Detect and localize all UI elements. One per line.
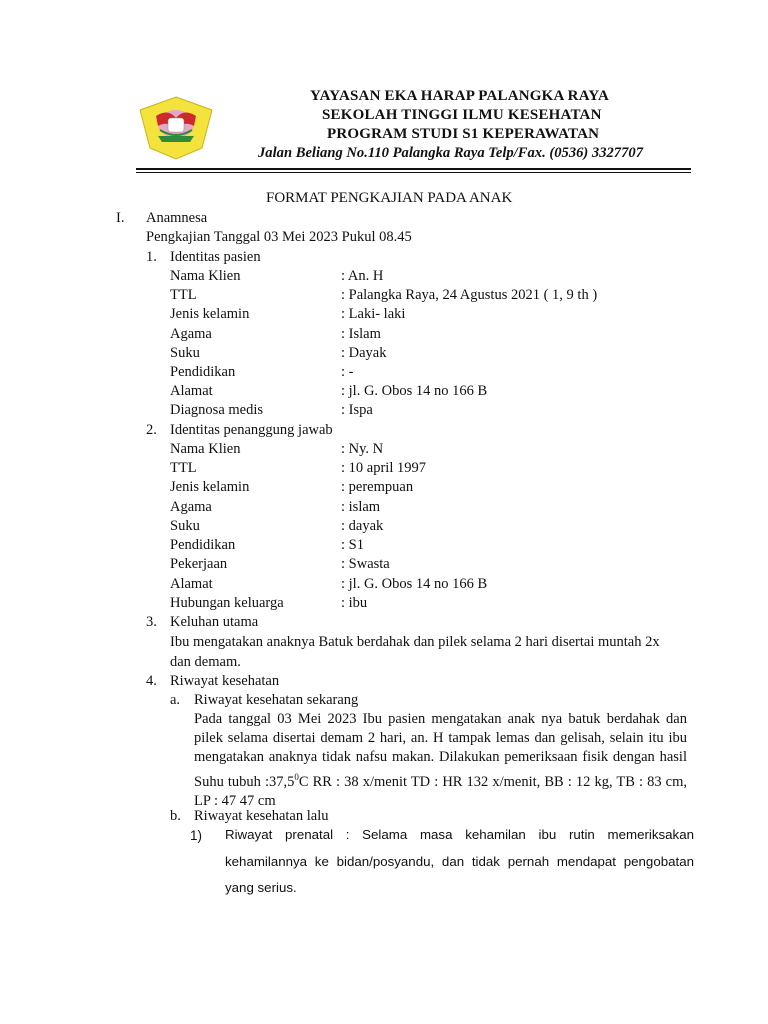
item-label: Identitas penanggung jawab [170, 422, 333, 438]
item-number: 4. [146, 673, 157, 689]
field-value: : ibu [341, 595, 368, 611]
field-key: Pendidikan [170, 364, 236, 380]
document-title: FORMAT PENGKAJIAN PADA ANAK [266, 190, 513, 206]
field-key: Pekerjaan [170, 556, 228, 572]
field-value: : Dayak [341, 345, 387, 361]
section-number: I. [116, 210, 125, 226]
field-key: Agama [170, 499, 212, 515]
field-key: Nama Klien [170, 268, 241, 284]
field-key: Suku [170, 518, 200, 534]
subitem-letter: a. [170, 692, 181, 708]
item-label: Riwayat kesehatan [170, 673, 280, 689]
subitem-letter: b. [170, 808, 181, 824]
item-label: Identitas pasien [170, 249, 261, 265]
field-value: : jl. G. Obos 14 no 166 B [341, 576, 488, 592]
complaint-text: dan demam. [170, 654, 241, 670]
field-value: : Palangka Raya, 24 Agustus 2021 ( 1, 9 th ) [341, 287, 598, 303]
field-value: : Ispa [341, 402, 373, 418]
section-label: Anamnesa [146, 210, 208, 226]
item-number: 3. [146, 614, 157, 630]
field-value: : Islam [341, 326, 381, 342]
field-value: : islam [341, 499, 381, 515]
field-key: TTL [170, 460, 197, 476]
degree-superscript: 0 [294, 771, 299, 782]
header-rule-thick [136, 168, 691, 170]
header-program: PROGRAM STUDI S1 KEPERAWATAN [327, 126, 600, 142]
header-school: SEKOLAH TINGGI ILMU KESEHATAN [322, 107, 602, 123]
institution-logo [138, 96, 214, 160]
current-history-paragraph [194, 710, 687, 811]
field-key: TTL [170, 287, 197, 303]
field-key: Agama [170, 326, 212, 342]
field-value: : jl. G. Obos 14 no 166 B [341, 383, 488, 399]
field-value: : 10 april 1997 [341, 460, 426, 476]
header-address: Jalan Beliang No.110 Palangka Raya Telp/Fax. (0536) 3327707 [258, 145, 643, 161]
subitem-label: Riwayat kesehatan lalu [194, 808, 329, 824]
field-key: Nama Klien [170, 441, 241, 457]
field-key: Suku [170, 345, 200, 361]
field-value: : Laki- laki [341, 306, 406, 322]
field-key: Jenis kelamin [170, 306, 250, 322]
prenatal-history-paragraph: Riwayat prenatal : Selama masa kehamilan ibu rutin memeriksakan kehamilannya ke bidan/posyandu, dan tidak pernah mendapat pengobatan yang serius. [225, 827, 694, 895]
field-value: : Ny. N [341, 441, 384, 457]
field-key: Diagnosa medis [170, 402, 264, 418]
subsubitem-number: 1) [190, 828, 203, 843]
field-value: : S1 [341, 537, 364, 553]
field-value: : perempuan [341, 479, 414, 495]
history-text-part1: Pada tanggal 03 Mei 2023 Ibu pasien mengatakan anak nya batuk berdahak dan pilek selama disertai demam 2 hari, an. H tampak lemas dan gelisah, selain itu ibu mengatakan anaknya tidak nafsu makan. Dilakukan pemeriksaan fisik dengan hasil Suhu tubuh :37,5 [194, 711, 687, 790]
field-key: Jenis kelamin [170, 479, 250, 495]
field-value: : Swasta [341, 556, 390, 572]
item-label: Keluhan utama [170, 614, 259, 630]
field-key: Alamat [170, 383, 213, 399]
field-key: Alamat [170, 576, 213, 592]
field-value: : - [341, 364, 354, 380]
field-key: Pendidikan [170, 537, 236, 553]
complaint-text: Ibu mengatakan anaknya Batuk berdahak dan pilek selama 2 hari disertai muntah 2x [170, 634, 660, 650]
field-value: : An. H [341, 268, 384, 284]
field-value: : dayak [341, 518, 384, 534]
field-key: Hubungan keluarga [170, 595, 284, 611]
assessment-date: Pengkajian Tanggal 03 Mei 2023 Pukul 08.45 [146, 229, 412, 245]
item-number: 2. [146, 422, 157, 438]
header-rule-thin [136, 172, 691, 173]
item-number: 1. [146, 249, 157, 265]
header-foundation: YAYASAN EKA HARAP PALANGKA RAYA [310, 88, 610, 104]
subitem-label: Riwayat kesehatan sekarang [194, 692, 359, 708]
history-text-part2: C RR : 38 x/menit TD : HR 132 x/menit, BB : 12 kg, TB : 83 cm, LP : 47 47 cm [194, 773, 687, 809]
